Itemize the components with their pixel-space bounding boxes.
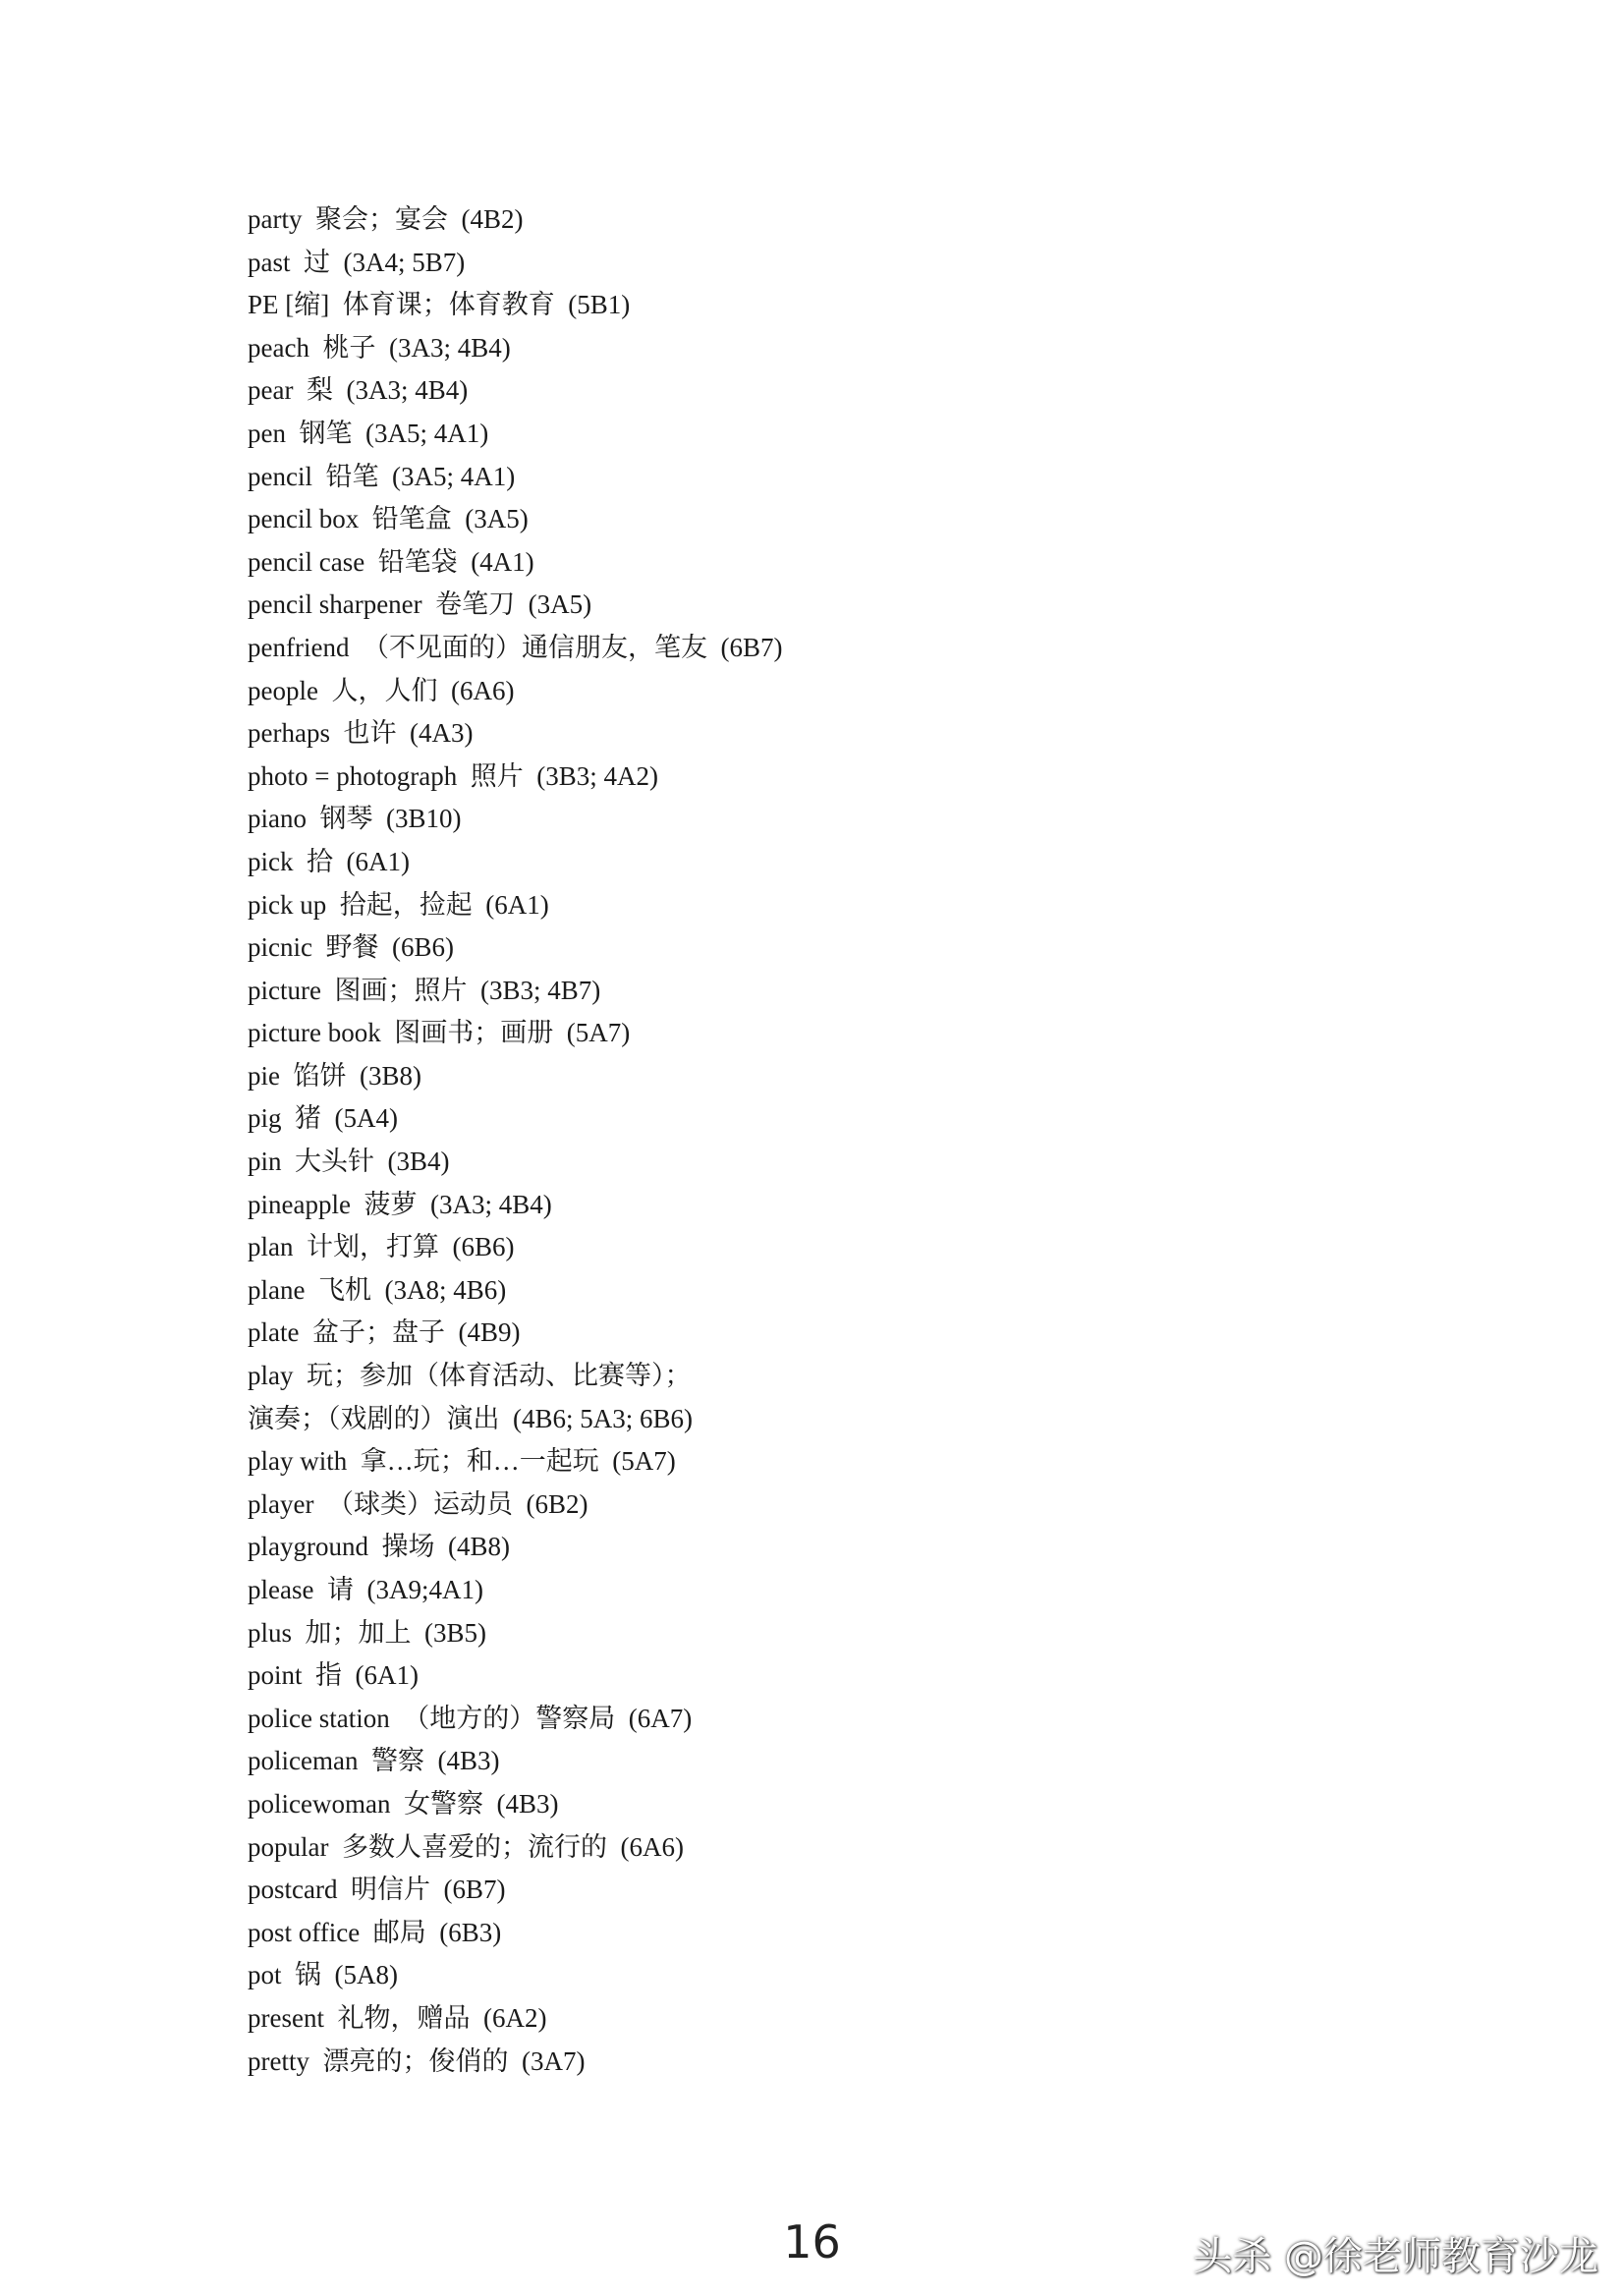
entry-unit: (5B1) <box>568 290 631 320</box>
vocabulary-entry <box>248 1569 782 1612</box>
entry-meaning: 馅饼 <box>293 1060 347 1091</box>
vocabulary-entry <box>248 541 782 585</box>
vocabulary-entry <box>248 1398 782 1441</box>
entry-meaning: 钢笔 <box>299 418 353 448</box>
entry-unit: (4B2) <box>461 204 524 234</box>
vocabulary-entry <box>248 1141 782 1184</box>
watermark: 头杀 @徐老师教育沙龙 <box>1193 2234 1598 2279</box>
vocabulary-entry <box>248 1912 782 1955</box>
entry-unit: (3A5; 4A1) <box>391 461 516 491</box>
entry-unit: (6A1) <box>355 1660 419 1691</box>
entry-meaning: 指 <box>315 1660 343 1691</box>
vocabulary-entry <box>248 884 782 927</box>
entry-word: plus <box>248 1617 293 1648</box>
entry-word: past <box>248 247 291 277</box>
entry-word: picnic <box>248 932 312 963</box>
vocabulary-entry <box>248 284 782 327</box>
entry-unit: (5A4) <box>334 1103 398 1134</box>
entry-unit: (4B3) <box>437 1746 500 1776</box>
vocabulary-entry <box>248 498 782 541</box>
vocabulary-entry <box>248 1012 782 1055</box>
vocabulary-entry <box>248 1826 782 1870</box>
entry-unit: (3B5) <box>424 1617 487 1648</box>
entry-word: perhaps <box>248 718 330 749</box>
vocabulary-entry <box>248 584 782 627</box>
entry-word: policeman <box>248 1746 359 1776</box>
entry-word: pretty <box>248 2045 309 2076</box>
vocabulary-entry <box>248 670 782 713</box>
entry-word: present <box>248 2002 324 2033</box>
entry-word: postcard <box>248 1875 338 1905</box>
entry-word: pear <box>248 375 294 406</box>
vocabulary-entry <box>248 712 782 756</box>
entry-unit: (3B8) <box>360 1060 421 1091</box>
entry-unit: (4B3) <box>496 1788 559 1819</box>
entry-word: PE [缩] <box>248 290 330 320</box>
entry-unit: (6B6) <box>391 932 454 963</box>
entry-unit: (3A5) <box>528 589 592 620</box>
vocabulary-entry <box>248 798 782 841</box>
vocabulary-entry <box>248 413 782 456</box>
entry-meaning: 拾 <box>307 846 333 876</box>
vocabulary-entry <box>248 1440 782 1484</box>
entry-word: pick up <box>248 889 327 920</box>
page-number: 16 <box>783 2215 841 2268</box>
entry-unit: (6B7) <box>720 632 783 662</box>
entry-meaning: 聚会；宴会 <box>314 204 448 234</box>
entry-unit: (6B7) <box>443 1875 506 1905</box>
vocabulary-entry <box>248 369 782 413</box>
vocabulary-entry <box>248 627 782 670</box>
vocabulary-entry <box>248 1226 782 1269</box>
entry-unit: (6A2) <box>482 2002 547 2033</box>
entry-meaning: 卷笔刀 <box>435 589 516 620</box>
entry-meaning: 邮局 <box>372 1917 426 1947</box>
entry-meaning: 请 <box>326 1575 354 1604</box>
vocabulary-entry <box>248 1097 782 1141</box>
vocabulary-entry <box>248 456 782 499</box>
entry-meaning: （球类）运动员 <box>326 1488 513 1519</box>
entry-unit: (3A8; 4B6) <box>384 1274 507 1305</box>
entry-meaning: 人，人们 <box>331 675 438 705</box>
entry-word: people <box>248 675 318 705</box>
vocabulary-entry <box>248 1055 782 1098</box>
entry-unit: (6A6) <box>450 675 515 705</box>
entry-word: point <box>248 1660 303 1691</box>
entry-unit: (6A1) <box>346 846 410 876</box>
vocabulary-entry <box>248 327 782 370</box>
vocabulary-entry <box>248 2041 782 2084</box>
entry-word: picture <box>248 975 321 1005</box>
entry-word: pie <box>248 1060 280 1091</box>
entry-unit: (6B2) <box>526 1488 588 1519</box>
entry-word: popular <box>248 1831 329 1862</box>
entry-meaning: （不见面的）通信朋友，笔友 <box>362 632 707 662</box>
entry-unit: (3B4) <box>387 1147 450 1177</box>
vocabulary-entry <box>248 841 782 884</box>
entry-unit: (3A3; 4B4) <box>429 1189 552 1219</box>
entry-word: play <box>248 1361 294 1391</box>
entry-word: pencil case <box>248 546 365 577</box>
entry-meaning: 梨 <box>306 375 333 406</box>
vocabulary-entry <box>248 1869 782 1912</box>
entry-word: police station <box>248 1703 390 1733</box>
vocabulary-entry <box>248 1184 782 1227</box>
entry-unit: (6A1) <box>485 889 549 920</box>
vocabulary-entry <box>248 970 782 1013</box>
entry-meaning: 盆子；盘子 <box>311 1317 445 1348</box>
entry-meaning: 飞机 <box>317 1274 371 1305</box>
entry-meaning: 操场 <box>381 1532 435 1562</box>
entry-word: pineapple <box>248 1189 351 1219</box>
entry-word: plan <box>248 1232 294 1262</box>
entry-meaning: 演奏；（戏剧的）演出 <box>248 1403 500 1433</box>
entry-unit: (6B3) <box>439 1917 502 1947</box>
vocabulary-entry <box>248 1997 782 2041</box>
entry-meaning: 野餐 <box>325 932 379 963</box>
entry-meaning: 拿…玩；和…一起玩 <box>360 1446 599 1477</box>
vocabulary-entry <box>248 1698 782 1741</box>
entry-unit: (3A5) <box>465 504 529 534</box>
entry-unit: (3A5; 4A1) <box>364 418 489 448</box>
vocabulary-entry <box>248 756 782 799</box>
entry-meaning: 铅笔 <box>325 461 379 491</box>
entry-unit: (4B6; 5A3; 6B6) <box>513 1403 694 1433</box>
entry-word: play with <box>248 1446 348 1477</box>
vocabulary-entry <box>248 242 782 285</box>
vocabulary-entry <box>248 198 782 242</box>
entry-unit: (3A3; 4B4) <box>388 332 511 363</box>
entry-meaning: 桃子 <box>322 332 376 363</box>
entry-unit: (6A6) <box>620 1831 684 1862</box>
entry-meaning: 铅笔袋 <box>377 546 458 577</box>
entry-meaning: 图画书；画册 <box>394 1018 554 1048</box>
entry-unit: (4B8) <box>447 1532 510 1562</box>
entry-meaning: （地方的）警察局 <box>403 1703 616 1733</box>
entry-meaning: 菠萝 <box>364 1189 418 1219</box>
entry-unit: (3A7) <box>521 2045 586 2076</box>
entry-word: pot <box>248 1960 282 1990</box>
entry-unit: (4A3) <box>409 718 474 749</box>
entry-meaning: 猪 <box>295 1103 322 1134</box>
entry-meaning: 也许 <box>343 718 397 749</box>
entry-word: penfriend <box>248 632 350 662</box>
vocabulary-entry <box>248 1269 782 1313</box>
entry-word: pig <box>248 1103 282 1134</box>
entry-unit: (6A7) <box>628 1703 693 1733</box>
vocabulary-entry <box>248 1954 782 1997</box>
entry-word: party <box>248 204 303 234</box>
entry-unit: (3A3; 4B4) <box>346 375 469 406</box>
entry-meaning: 计划，打算 <box>307 1232 439 1262</box>
entry-unit: (5A8) <box>334 1960 398 1990</box>
entry-word: photo = photograph <box>248 760 458 791</box>
entry-unit: (4A1) <box>471 546 534 577</box>
entry-unit: (3A9;4A1) <box>366 1575 483 1604</box>
entry-meaning: 玩；参加（体育活动、比赛等）； <box>307 1361 692 1391</box>
entry-word: pen <box>248 418 286 448</box>
entry-word: peach <box>248 332 309 363</box>
entry-word: pin <box>248 1147 282 1177</box>
entry-meaning: 过 <box>304 247 330 277</box>
entry-meaning: 大头针 <box>295 1147 375 1177</box>
entry-meaning: 漂亮的；俊俏的 <box>322 2045 509 2076</box>
entry-word: pencil box <box>248 504 360 534</box>
entry-meaning: 多数人喜爱的；流行的 <box>341 1831 607 1862</box>
vocabulary-entry <box>248 1526 782 1569</box>
entry-word: plate <box>248 1317 300 1348</box>
entry-word: post office <box>248 1917 361 1947</box>
entry-meaning: 礼物，赠品 <box>337 2002 471 2033</box>
vocabulary-entry <box>248 1740 782 1783</box>
entry-word: playground <box>248 1532 368 1562</box>
entry-meaning: 女警察 <box>403 1788 483 1819</box>
entry-unit: (5A7) <box>612 1446 676 1477</box>
entry-word: piano <box>248 804 307 834</box>
entry-unit: (6B6) <box>452 1232 515 1262</box>
vocabulary-entry <box>248 1612 782 1655</box>
entry-unit: (3B3; 4B7) <box>479 975 601 1005</box>
entry-meaning: 体育课；体育教育 <box>342 290 555 320</box>
entry-unit: (3B3; 4A2) <box>536 760 658 791</box>
entry-word: plane <box>248 1274 306 1305</box>
entry-meaning: 照片 <box>470 760 524 791</box>
entry-word: please <box>248 1575 314 1604</box>
entry-word: picture book <box>248 1018 381 1048</box>
entry-word: pencil sharpener <box>248 589 422 620</box>
entry-meaning: 钢琴 <box>319 804 373 834</box>
entry-meaning: 明信片 <box>350 1875 430 1905</box>
vocabulary-entry <box>248 1783 782 1826</box>
entry-word: pick <box>248 846 294 876</box>
entry-word: policewoman <box>248 1788 391 1819</box>
entry-meaning: 锅 <box>295 1960 322 1990</box>
entry-meaning: 图画；照片 <box>334 975 468 1005</box>
entry-unit: (3A4; 5B7) <box>343 247 466 277</box>
vocabulary-entry <box>248 1654 782 1698</box>
vocabulary-entry <box>248 1484 782 1527</box>
vocabulary-entry <box>248 1312 782 1355</box>
entry-meaning: 铅笔盒 <box>371 504 452 534</box>
entry-meaning: 警察 <box>370 1746 424 1776</box>
vocabulary-entry <box>248 926 782 970</box>
entry-unit: (4B9) <box>458 1317 521 1348</box>
vocabulary-entry <box>248 1355 782 1398</box>
vocabulary-list <box>248 198 782 2083</box>
entry-word: pencil <box>248 461 312 491</box>
entry-unit: (3B10) <box>386 804 462 834</box>
entry-unit: (5A7) <box>566 1018 631 1048</box>
entry-meaning: 加；加上 <box>305 1617 412 1648</box>
entry-word: player <box>248 1488 314 1519</box>
entry-meaning: 拾起，捡起 <box>339 889 473 920</box>
